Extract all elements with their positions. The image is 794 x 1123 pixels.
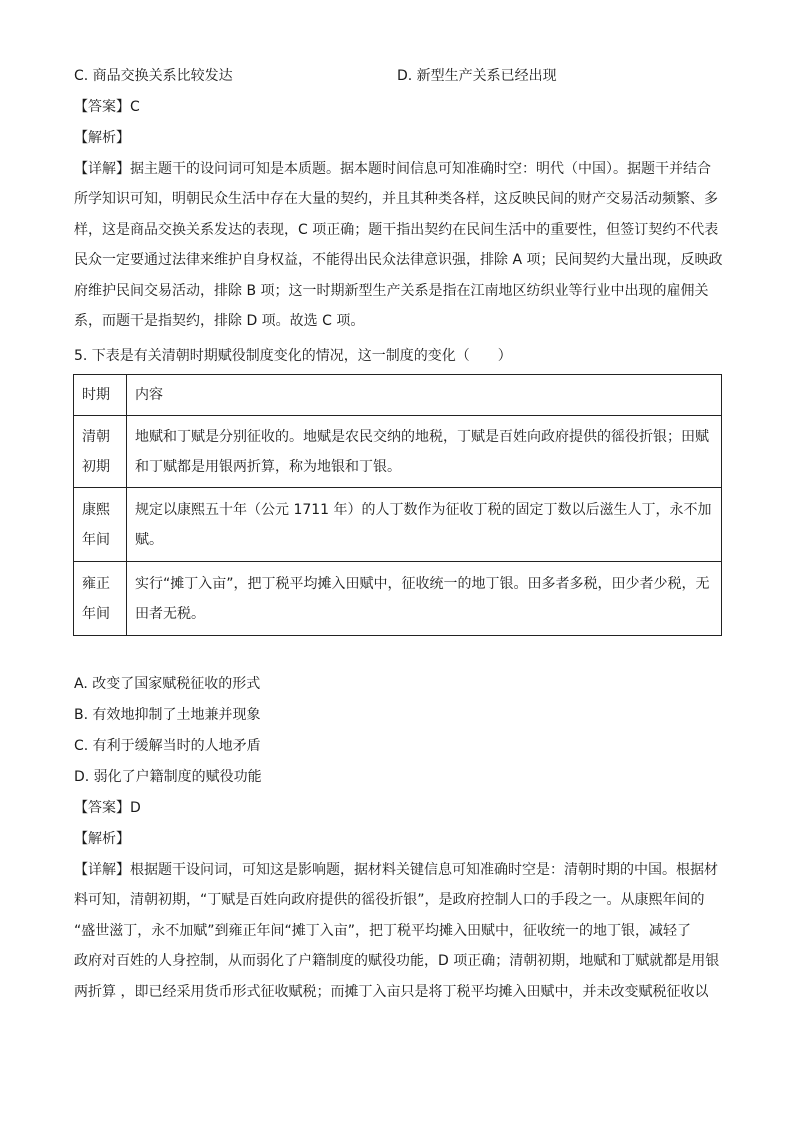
content-text: 田者无税。 xyxy=(135,605,205,622)
q5-detail-line: 政府对百姓的人身控制，从而弱化了户籍制度的赋役功能，D 项正确；清朝初期，地赋和丁赋就都是用银 xyxy=(74,953,720,970)
q5-option-a: A. 改变了国家赋税征收的形式 xyxy=(74,676,261,692)
table-header-content: 内容 xyxy=(127,375,722,416)
q5-option-d: D. 弱化了户籍制度的赋役功能 xyxy=(74,769,262,785)
q4-detail-line: 民众一定要通过法律来维护自身权益，不能得出民众法律意识强，排除 A 项；民间契约大量出现，反映政 xyxy=(74,252,723,269)
prev-option-d: D. 新型生产关系已经出现 xyxy=(397,68,557,84)
table-row xyxy=(74,562,722,636)
table-cell-content xyxy=(127,488,722,562)
q5-detail-line: 【详解】根据题干设问词，可知这是影响题，据材料关键信息可知准确时空是：清朝时期的中国。根据材 xyxy=(74,862,718,878)
q5-answer: 【答案】D xyxy=(74,800,141,816)
content-text: 实行“摊丁入亩”，把丁税平均摊入田赋中，征收统一的地丁银。田多者多税，田少者少税，无 xyxy=(135,575,710,592)
q4-detail-line: 样，这是商品交换关系发达的表现，C 项正确；题干指出契约在民间生活中的重要性，但签订契约不代表 xyxy=(74,221,719,238)
q4-answer: 【答案】C xyxy=(74,99,140,115)
content-text: 地赋和丁赋是分别征收的。地赋是农民交纳的地税，丁赋是百姓向政府提供的徭役折银；田赋 xyxy=(135,428,709,445)
q5-detail-line: “盛世滋丁，永不加赋”到雍正年间“摊丁入亩”，把丁税平均摊入田赋中，征收统一的地丁银，减轻了 xyxy=(74,922,692,939)
q4-analysis-heading: 【解析】 xyxy=(74,130,130,146)
table-cell-content xyxy=(127,416,722,488)
table-header-period: 时期 xyxy=(74,375,127,416)
content-text: 和丁赋都是用银两折算，称为地银和丁银。 xyxy=(135,458,401,475)
q4-detail-line: 系，而题干是指契约，排除 D 项。故选 C 项。 xyxy=(74,312,365,329)
q5-option-c: C. 有利于缓解当时的人地矛盾 xyxy=(74,738,261,754)
q4-detail-line: 【详解】据主题干的设问词可知是本质题。据本题时间信息可知准确时空：明代（中国）。据题干并结合 xyxy=(74,161,711,177)
table-header-row xyxy=(74,375,722,416)
table-cell-period xyxy=(74,562,127,636)
period-text: 年间 xyxy=(82,531,110,548)
tax-system-table xyxy=(73,374,722,636)
period-text: 初期 xyxy=(82,458,110,475)
table-cell-period xyxy=(74,488,127,562)
content-text: 规定以康熙五十年（公元 1711 年）的人丁数作为征收丁税的固定丁数以后滋生人丁，永不加 xyxy=(135,501,712,518)
table-cell-content xyxy=(127,562,722,636)
period-text: 雍正 xyxy=(82,575,110,592)
q5-detail-line: 料可知，清朝初期，“丁赋是百姓向政府提供的徭役折银”，是政府控制人口的手段之一。从康熙年间的 xyxy=(74,892,705,909)
q5-option-b: B. 有效地抑制了土地兼并现象 xyxy=(74,707,261,723)
period-text: 年间 xyxy=(82,605,110,622)
q4-detail xyxy=(74,159,723,341)
q4-detail-line: 所学知识可知，明朝民众生活中存在大量的契约，并且其种类各样，这反映民间的财产交易活动频繁、多 xyxy=(74,191,718,208)
table-cell-period xyxy=(74,416,127,488)
q5-detail xyxy=(74,860,720,1012)
table-row xyxy=(74,416,722,488)
period-text: 康熙 xyxy=(82,501,110,518)
q5-analysis-heading: 【解析】 xyxy=(74,831,130,847)
q5-detail-line: 两折算 ，即已经采用货币形式征收赋税；而摊丁入亩只是将丁税平均摊入田赋中，并未改变赋税征收以 xyxy=(74,983,709,1000)
q5-stem: 5. 下表是有关清朝时期赋役制度变化的情况，这一制度的变化（ ） xyxy=(74,348,512,364)
content-text: 赋。 xyxy=(135,531,163,548)
q4-detail-line: 府维护民间交易活动，排除 B 项；这一时期新型生产关系是指在江南地区纺织业等行业中出现的雇佣关 xyxy=(74,282,709,299)
period-text: 清朝 xyxy=(82,428,110,445)
table-row xyxy=(74,488,722,562)
prev-option-c: C. 商品交换关系比较发达 xyxy=(74,68,233,84)
